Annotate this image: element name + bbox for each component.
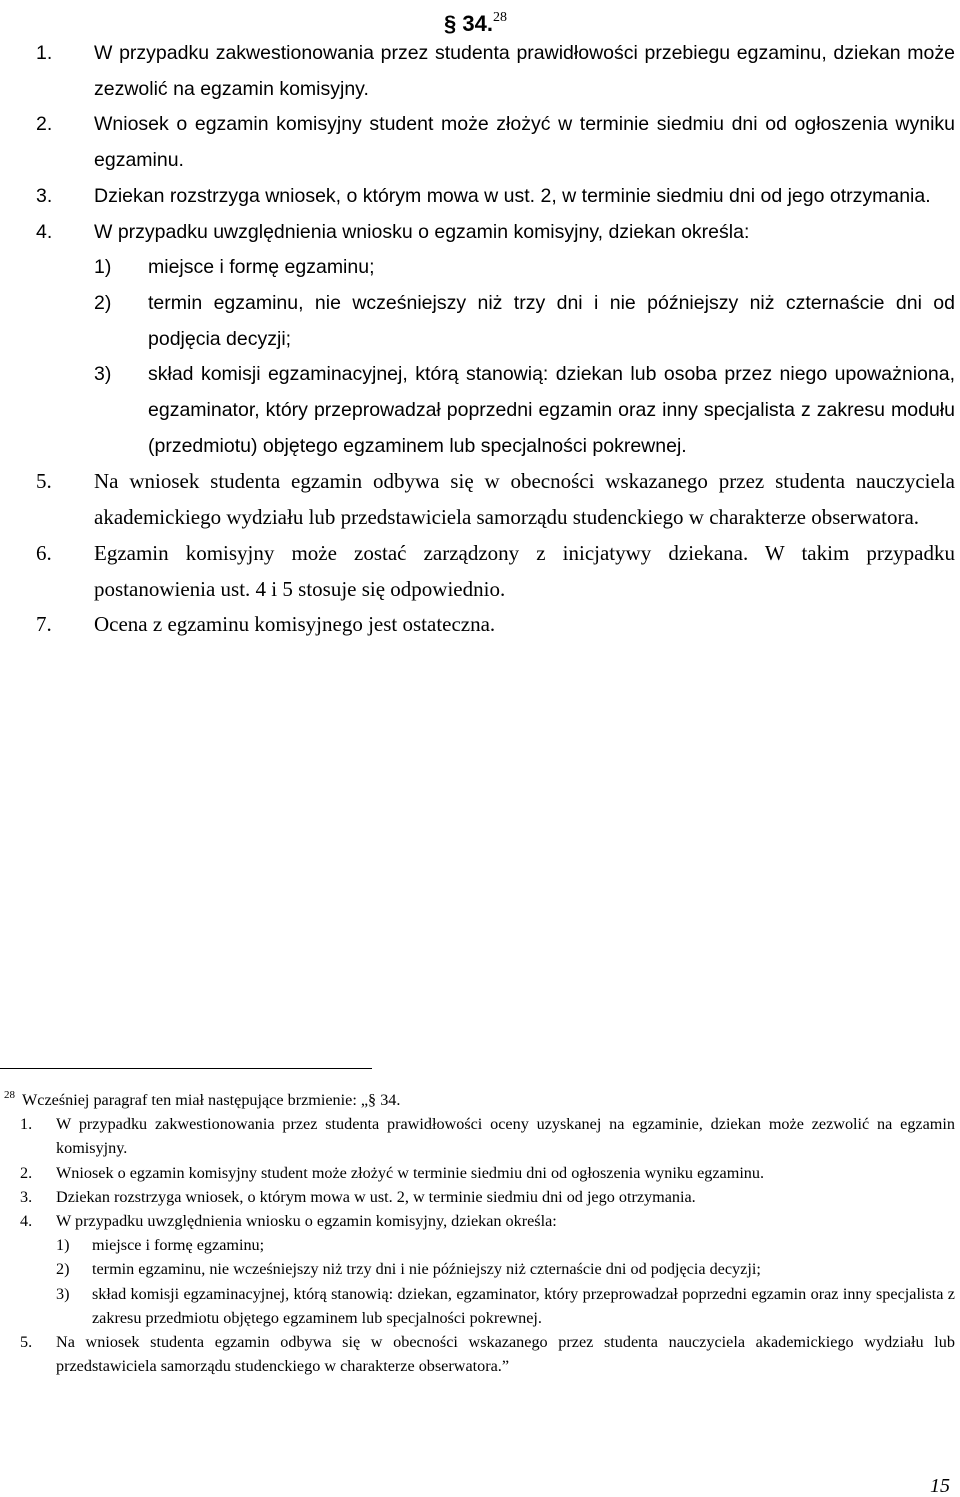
footnote-item-3 xyxy=(0,1282,960,1330)
footnote-paragraph-2 xyxy=(0,1161,960,1185)
paragraph-6 xyxy=(0,536,960,607)
paragraph-number: 4. xyxy=(36,220,53,243)
footnote-mark: 28 xyxy=(4,1089,15,1101)
footnote-paragraph-text: Dziekan rozstrzyga wniosek, o którym mowa w ust. 2, w terminie siedmiu dni od jego otrzymania. xyxy=(56,1187,696,1206)
footnote-paragraph-5 xyxy=(0,1330,960,1378)
paragraph-1 xyxy=(0,36,960,107)
footnote-separator xyxy=(0,1068,372,1069)
list-item-3 xyxy=(0,357,960,464)
item-number: 2) xyxy=(94,291,112,314)
section-body xyxy=(0,36,960,643)
section-heading xyxy=(444,2,507,40)
paragraph-text: Dziekan rozstrzyga wniosek, o którym mowa w ust. 2, w terminie siedmiu dni od jego otrzymania. xyxy=(94,184,931,207)
footnote xyxy=(0,1088,960,1378)
footnote-item-number: 3) xyxy=(56,1284,70,1303)
list-item-2 xyxy=(0,286,960,357)
footnote-paragraph-text: Na wniosek studenta egzamin odbywa się w obecności wskazanego przez studenta nauczyciela akademickiego wydziału lub przedstawiciela samorządu studenckiego w charakterze obserwatora.” xyxy=(56,1333,955,1376)
footnote-item-text: skład komisji egzaminacyjnej, którą stanowią: dziekan, egzaminator, który przeprowadzał poprzedni egzamin oraz inny specjalista z zakresu przedmiotu objętego egzaminem lub specjalności pokrewnej. xyxy=(92,1284,955,1327)
paragraph-number: 1. xyxy=(36,42,53,64)
footnote-item-1 xyxy=(0,1233,960,1257)
footnote-paragraph-number: 3. xyxy=(20,1187,33,1206)
paragraph-4 xyxy=(0,215,960,251)
paragraph-number: 7. xyxy=(36,612,52,637)
item-number: 3) xyxy=(94,363,112,386)
section-title: § 34. xyxy=(444,11,493,36)
footnote-item-text: termin egzaminu, nie wcześniejszy niż trzy dni i nie późniejszy niż czternaście dni od podjęcia decyzji; xyxy=(92,1260,761,1279)
footnote-paragraph-text: W przypadku zakwestionowania przez studenta prawidłowości oceny uzyskanej na egzaminie, dziekan może zezwolić na egzamin komisyjny. xyxy=(56,1115,955,1158)
paragraph-number: 3. xyxy=(36,184,53,207)
footnote-item-number: 1) xyxy=(56,1236,70,1255)
paragraph-text: W przypadku zakwestionowania przez studenta prawidłowości przebiegu egzaminu, dziekan może zezwolić na egzamin komisyjny. xyxy=(94,42,955,100)
footnote-intro xyxy=(0,1088,960,1112)
footnote-paragraph-text: Wniosek o egzamin komisyjny student może złożyć w terminie siedmiu dni od ogłoszenia wyniku egzaminu. xyxy=(56,1163,765,1182)
footnote-paragraph-4 xyxy=(0,1209,960,1233)
footnote-paragraph-number: 1. xyxy=(20,1115,33,1134)
footnote-item-2 xyxy=(0,1257,960,1281)
footnote-intro-text: Wcześniej paragraf ten miał następujące brzmienie: „§ 34. xyxy=(22,1091,401,1109)
footnote-item-text: miejsce i formę egzaminu; xyxy=(92,1236,265,1255)
footnote-paragraph-text: W przypadku uwzględnienia wniosku o egzamin komisyjny, dziekan określa: xyxy=(56,1212,557,1231)
footnote-item-number: 2) xyxy=(56,1260,70,1279)
footnote-paragraph-number: 5. xyxy=(20,1333,33,1352)
footnote-reference[interactable]: 28 xyxy=(492,10,507,25)
paragraph-text: W przypadku uwzględnienia wniosku o egzamin komisyjny, dziekan określa: xyxy=(94,220,750,243)
paragraph-text: Na wniosek studenta egzamin odbywa się w obecności wskazanego przez studenta nauczyciela akademickiego wydziału lub przedstawiciela samorządu studenckiego w charakterze obserwatora. xyxy=(94,469,955,530)
paragraph-number: 6. xyxy=(36,540,52,565)
paragraph-text: Ocena z egzaminu komisyjnego jest ostateczna. xyxy=(94,612,496,637)
paragraph-text: Egzamin komisyjny może zostać zarządzony z inicjatywy dziekana. W takim przypadku postanowienia ust. 4 i 5 stosuje się odpowiednio. xyxy=(94,540,955,601)
page-number: 15 xyxy=(930,1475,950,1497)
paragraph-text: Wniosek o egzamin komisyjny student może złożyć w terminie siedmiu dni od ogłoszenia wyniku egzaminu. xyxy=(94,113,955,172)
footnote-paragraph-3 xyxy=(0,1185,960,1209)
paragraph-2 xyxy=(0,107,960,178)
footnote-paragraph-1 xyxy=(0,1112,960,1160)
footnote-paragraph-number: 4. xyxy=(20,1212,33,1231)
paragraph-number: 2. xyxy=(36,113,53,136)
paragraph-3 xyxy=(0,179,960,215)
paragraph-5 xyxy=(0,464,960,535)
paragraph-7 xyxy=(0,607,960,643)
item-number: 1) xyxy=(94,256,112,279)
item-text: termin egzaminu, nie wcześniejszy niż trzy dni i nie późniejszy niż czternaście dni od podjęcia decyzji; xyxy=(148,291,955,350)
paragraph-number: 5. xyxy=(36,469,52,494)
item-text: skład komisji egzaminacyjnej, którą stanowią: dziekan lub osoba przez niego upoważniona, egzaminator, który przeprowadzał poprzedni egzamin oraz inny specjalista z zakresu modułu (przedmiotu) objętego egzaminem lub specjalności pokrewnej. xyxy=(148,363,955,457)
footnote-paragraph-number: 2. xyxy=(20,1163,33,1182)
list-item-1 xyxy=(0,250,960,286)
item-text: miejsce i formę egzaminu; xyxy=(148,256,375,279)
